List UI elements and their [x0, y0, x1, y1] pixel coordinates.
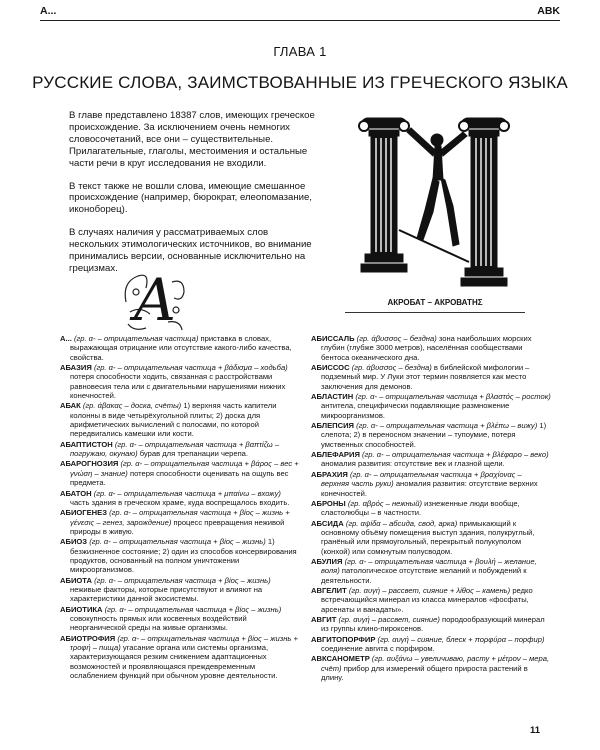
entry-definition: породообразующий минерал из группы клино-пироксенов.: [321, 614, 545, 634]
entry-headword: АБРОНЫ: [311, 498, 346, 508]
dictionary-entry: [311, 635, 551, 654]
entry-etymology: (гр. α- – отрицательная частица + βάδισμα – ходьба): [93, 363, 288, 373]
dictionary-entry: [60, 634, 300, 681]
entry-definition: 1) безжизненное состояние; 2) один из способов консервирования продуктов, основанный на полном уничтожении микроорганизмов.: [70, 537, 297, 575]
entry-definition: 1) верхняя часть капители колонны в виде четырёхугольной плиты; 2) доска для арифметических вычислений с полосами, по которой передвигались камешки или кости.: [70, 401, 277, 439]
entry-etymology: (гр. αυγή – сияние, блеск + πορφύρα – порфир): [377, 634, 545, 644]
intro-text: [69, 110, 319, 286]
entry-definition: неживые факторы, которые присутствуют и влияют на характеристики данной экосистемы.: [70, 584, 263, 604]
dictionary-column-right: [311, 334, 551, 683]
dictionary-entry: [60, 508, 300, 536]
entry-definition: аномалия развития: отсутствие верхних конечностей.: [321, 479, 538, 498]
entry-headword: АБСИДА: [311, 518, 344, 528]
entry-headword: АБЛЕПСИЯ: [311, 421, 355, 431]
dictionary-entry: [311, 519, 551, 556]
dictionary-entry: [60, 576, 300, 604]
entry-definition: потеря способности оценивать на ощупь вес предмета.: [70, 468, 289, 488]
dictionary-entry: [311, 334, 551, 362]
dictionary-entry: [60, 401, 300, 438]
entry-etymology: (гр. α- – отрицательная частица + βλέφαρο – веко): [362, 450, 549, 460]
intro-paragraph: В главе представлено 18387 слов, имеющих греческое происхождение. За исключением очень немногих словосочетаний, все они – существительные. Прилагательные, глаголы, местоимения и остальные части речи в круг исследования не входили.: [69, 110, 315, 169]
dictionary-entry: [311, 557, 551, 585]
entry-headword: АБАТОН: [60, 488, 92, 498]
header-left: А...: [40, 5, 57, 17]
dictionary-entry: [311, 499, 551, 518]
entry-headword: АБАПТИСТОН: [60, 439, 113, 449]
entry-etymology: (гр. άβυσσος – бездна): [351, 363, 432, 373]
entry-definition: редко встречающийся минерал из класса минералов «фосфаты, арсенаты и ванадаты».: [321, 585, 533, 614]
entry-headword: АБАК: [60, 401, 81, 411]
entry-headword: АБАРОГНОЗИЯ: [60, 459, 119, 469]
entry-headword: АБАЗИЯ: [60, 363, 92, 373]
entry-etymology: (гр. α- – отрицательная частица + μπαίνω – вхожу): [93, 488, 281, 498]
caption-rule: [345, 312, 525, 313]
entry-definition: приставка в словах, выражающая отрицание или отсутствие какого-либо качества, свойства.: [70, 334, 292, 362]
entry-etymology: (гр. άβακας – доска, счёты): [82, 401, 182, 411]
entry-definition: соединение авгита с порфиром.: [321, 644, 435, 653]
entry-etymology: (гр. α- – отрицательная частица + βλέπω – вижу): [356, 421, 538, 431]
dictionary-entry: [311, 392, 551, 420]
entry-etymology: (гр. αυγή – рассвет, сияние): [338, 614, 440, 624]
entry-etymology: (гр. α- – отрицательная частица): [73, 334, 199, 343]
entry-etymology: (гр. α- – отрицательная частица + βίος – жизнь + γένεσις – генез, зарождение): [70, 508, 290, 527]
dictionary-entry: [311, 450, 551, 469]
entry-definition: патологическое отсутствие желаний и побуждений к деятельности.: [321, 566, 527, 585]
dictionary-column-left: [60, 334, 300, 681]
entry-etymology: (гр. α- – отрицательная частица + βίος – жизнь): [89, 537, 266, 547]
entry-headword: АБИОЗ: [60, 537, 88, 547]
dictionary-entry: [60, 537, 300, 574]
entry-definition: совокупность прямых или косвенных воздействий неорганической среды на живые организмы.: [70, 613, 247, 633]
dictionary-entry: [311, 363, 551, 391]
entry-definition: антитела, специфически подавляющие размножение микроорганизмов.: [321, 401, 510, 420]
entry-definition: потеря способности ходить, связанная с расстройствами равновесия тела или с двигательными нарушениями нижних конечностей.: [70, 372, 286, 401]
entry-headword: АБИССОС: [311, 363, 350, 373]
entry-definition: прибор для измерений общего прироста растений в длину.: [321, 663, 528, 683]
entry-headword: АБИССАЛЬ: [311, 334, 355, 343]
intro-paragraph: В текст также не вошли слова, имеющие смешанное происхождение (например, бюрократ, елеопомазание, иконоборец).: [69, 180, 312, 216]
entry-definition: зона наибольших морских глубин (глубже 3000 метров), населённая сообществами бентоса океанического дна.: [321, 334, 532, 362]
dictionary-entry: [311, 615, 551, 634]
entry-definition: в библейской мифологии – подземный мир. У Луки этот термин появляется как место заключения для демонов.: [321, 363, 530, 391]
illustration-caption: АКРОБАТ – АКРОВАТΗΣ: [387, 298, 483, 307]
entry-etymology: (гр. αυγή – рассвет, сияние + λίθος – камень): [348, 585, 511, 595]
entry-etymology: (гр. α- – отрицательная частица + βλαστός – росток): [355, 392, 551, 402]
entry-headword: АВГИТОПОРФИР: [311, 634, 376, 644]
dictionary-entry: [60, 440, 300, 459]
entry-definition: бурав для трепанации черепа.: [139, 449, 249, 459]
entry-definition: процесс превращения неживой природы в живую.: [70, 517, 285, 536]
decorative-initial-letter: [120, 262, 190, 336]
entry-headword: АБИОТИКА: [60, 604, 103, 614]
entry-definition: 1) слепота; 2) в переносном значении – тупоумие, потеря умственных способностей.: [321, 421, 547, 449]
entry-headword: АБИОТА: [60, 575, 92, 585]
entry-headword: АБИОГЕНЕЗ: [60, 508, 107, 518]
page-number: 11: [529, 725, 540, 736]
entry-headword: АБУЛИЯ: [311, 556, 343, 566]
entry-etymology: (гр. α- – отрицательная частица + βραχίονας – верхняя часть руки): [321, 469, 522, 489]
dictionary-entry: [60, 459, 300, 487]
entry-headword: АБЛЕФАРИЯ: [311, 450, 360, 460]
dictionary-entry: [60, 334, 300, 362]
running-header: [40, 5, 560, 19]
entry-etymology: (гр. α- – отрицательная частица + βαπτίζω – погружаю, окунаю): [70, 439, 280, 459]
intro-paragraph: В случаях наличия у рассматриваемых слов нескольких этимологических источников, во внимание принимались версии, основанные исключительно на грецизмах.: [69, 227, 312, 274]
dictionary-entry: [311, 470, 551, 498]
entry-headword: АБЛАСТИН: [311, 392, 354, 402]
dictionary-entry: [60, 489, 300, 508]
entry-definition: угасание органа или системы организма, характеризующаяся резким снижением адаптационных возможностей и проявляющаяся преждевременным ослаблением функций при обычном уровне деятельности.: [70, 643, 278, 681]
entry-headword: А...: [60, 334, 72, 343]
entry-definition: аномалия развития: отсутствие век и глазной щели.: [321, 459, 505, 469]
entry-headword: АВГИТ: [311, 614, 337, 624]
initial-letter-glyph: А: [133, 266, 177, 334]
entry-headword: АВКСАНОМЕТР: [311, 654, 370, 664]
entry-etymology: (гр. αυξάνω – увеличиваю, расту + μέτρον – мера, счёт): [321, 654, 550, 673]
entry-etymology: (гр. α- – отрицательная частица + βίος – жизнь): [94, 575, 271, 585]
dictionary-entry: [311, 654, 551, 682]
dictionary-entry: [60, 605, 300, 633]
entry-headword: АБИОТРОФИЯ: [60, 633, 116, 643]
chapter-title: РУССКИЕ СЛОВА, ЗАИМСТВОВАННЫЕ ИЗ ГРЕЧЕСКОГО ЯЗЫКА: [32, 73, 568, 92]
entry-etymology: (гр. α- – отрицательная частица + βίος – жизнь + τροφή – пища): [70, 633, 298, 652]
entry-etymology: (гр. α- – отрицательная частица + βάρος – вес + γνώση – знание): [70, 459, 299, 478]
entry-headword: АВГЕЛИТ: [311, 585, 347, 595]
header-rule: [40, 20, 560, 21]
dictionary-entry: [311, 586, 551, 614]
entry-headword: АБРАХИЯ: [311, 469, 348, 479]
entry-definition: примыкающий к основному объёму помещения выступ здания, полукруглый, гранёный или прямоугольный, перекрытый полукуполом (конхой) или сомкнутым полусводом.: [321, 518, 535, 556]
entry-etymology: (гр. αψίδα – абсида, свод, арка): [345, 518, 458, 528]
entry-definition: часть здания в греческом храме, куда воспрещалось входить.: [70, 497, 290, 507]
chapter-heading: ГЛАВА 1: [273, 44, 327, 59]
header-right: ABK: [537, 5, 560, 17]
entry-etymology: (гр. α- – отрицательная частица + βουλή – желание, воля): [321, 556, 537, 576]
dictionary-entry: [60, 363, 300, 400]
entry-etymology: (гр. α- – отрицательная частица + βίος – жизнь): [104, 604, 282, 614]
dictionary-entry: [311, 421, 551, 449]
entry-etymology: (гр. άβυσσος – бездна): [356, 334, 437, 343]
entry-etymology: (гр. αβρός – нежный): [347, 498, 423, 508]
acrobat-illustration: [355, 110, 515, 292]
entry-definition: изнеженные люди вообще, сластолюбцы – в частности.: [321, 498, 520, 518]
